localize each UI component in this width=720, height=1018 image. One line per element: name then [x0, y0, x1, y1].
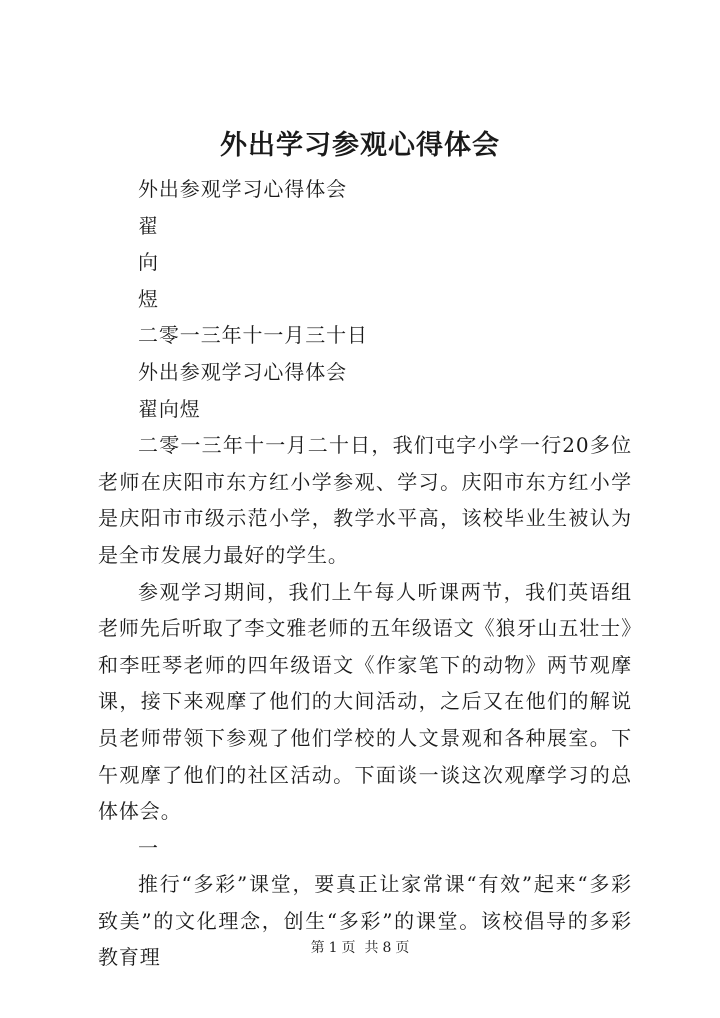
- document-title: 外出学习参观心得体会: [220, 130, 500, 161]
- footer-mid: 页 共: [341, 940, 379, 956]
- paragraph-visit: 参观学习期间，我们上午每人听课两节，我们英语组老师先后听取了李文雅老师的五年级语文《狼牙山五壮士》和李旺琴老师的四年级语文《作家笔下的动物》两节观摩课，接下来观摩了他们的大间活动，之后又在他们的解说员老师带领下参观了他们学校的人文景观和各种展室。下午观摩了他们的社区活动。下面谈一谈这次观摩学习的总体体会。: [98, 579, 632, 824]
- repeat-title-line: 外出参观学习心得体会: [138, 359, 347, 384]
- footer-total-pages: 8: [382, 940, 392, 956]
- paragraph-section-one: 推行“多彩”课堂，要真正让家常课“有效”起来“多彩致美”的文化理念，创生“多彩”的课堂。该校倡导的多彩教育理: [98, 872, 632, 970]
- page-footer: [0, 938, 720, 958]
- footer-suffix: 页: [395, 940, 410, 956]
- section-number: 一: [138, 835, 159, 860]
- footer-prefix: 第: [310, 940, 325, 956]
- document-body: [98, 171, 632, 976]
- author-char-1: 翟: [138, 213, 159, 238]
- author-name-line: 翟向煜: [138, 396, 201, 421]
- footer-current-page: 1: [328, 940, 338, 956]
- author-char-3: 煜: [138, 286, 159, 311]
- author-char-2: 向: [138, 250, 159, 275]
- paragraph-intro: 二零一三年十一月二十日，我们屯字小学一行20多位老师在庆阳市东方红小学参观、学习。庆阳市东方红小学是庆阳市市级示范小学，教学水平高，该校毕业生被认为是全市发展力最好的学生。: [98, 433, 632, 567]
- date-line: 二零一三年十一月三十日: [138, 323, 368, 348]
- subtitle-line: 外出参观学习心得体会: [138, 177, 347, 201]
